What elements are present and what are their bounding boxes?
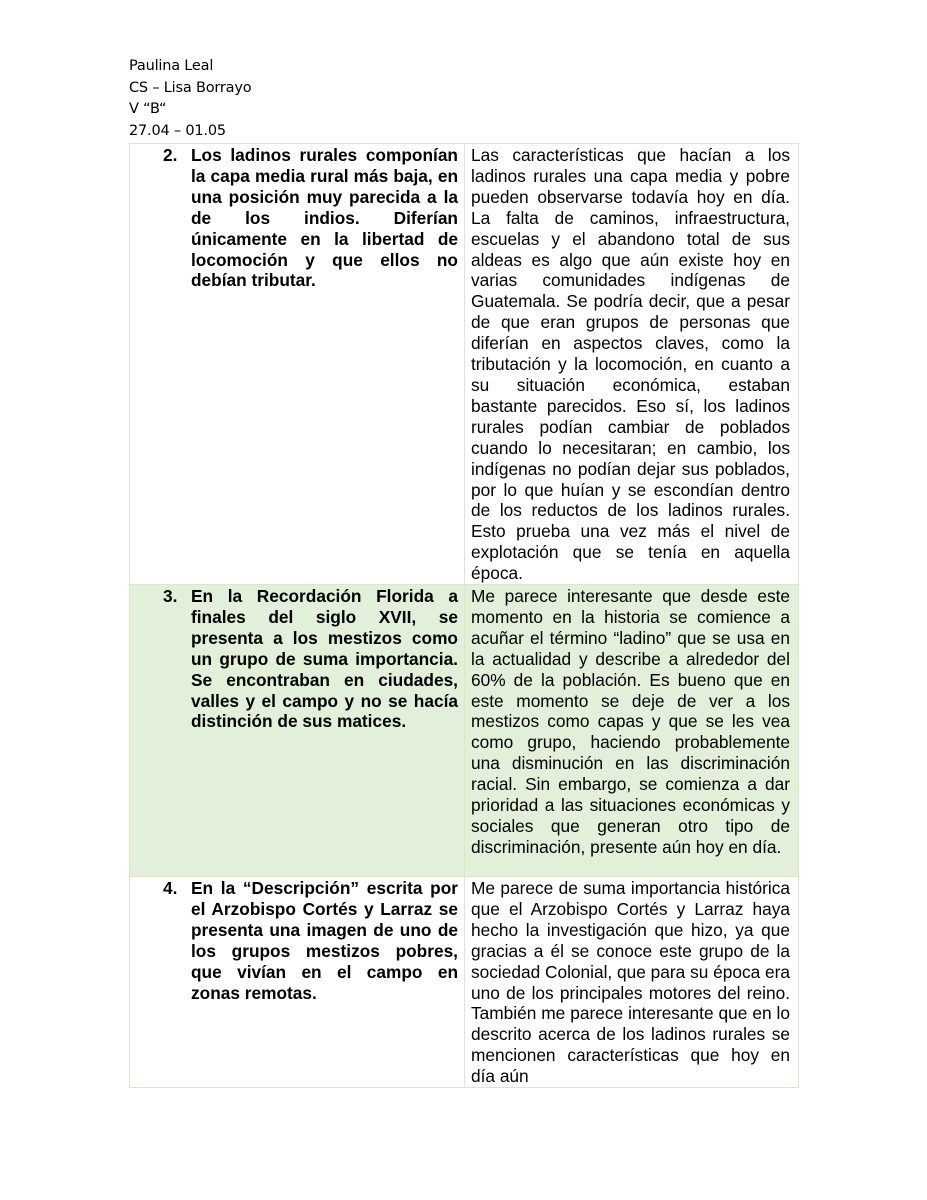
item-statement: En la “Descripción” escrita por el Arzobispo Cortés y Larraz se presenta una imagen de uno de los grupos mestizos pobres, que vivían en el campo en zonas remotas.	[191, 878, 458, 1003]
commentary-cell	[465, 144, 799, 585]
table-row	[130, 877, 799, 1088]
date-range: 27.04 – 01.05	[129, 122, 226, 139]
table-row	[130, 585, 799, 877]
item-statement: Los ladinos rurales componían la capa media rural más baja, en una posición muy parecida a la de los indios. Diferían únicamente en la libertad de locomoción y que ellos no debían tributar.	[191, 145, 458, 291]
student-name: Paulina Leal	[129, 58, 214, 74]
item-commentary: Me parece interesante que desde este momento en la historia se comience a acuñar el término “ladino” que se usa en la actualidad y describe a alrededor del 60% de la población. Es bueno que en este momento se deje de ver a los mestizos como capas y que se les vea como grupo, haciendo probablemente una disminución en las discriminación racial. Sin embargo, se comienza a dar prioridad a las situaciones económicas y sociales que generan otro tipo de discriminación, presente aún hoy en día.	[471, 586, 790, 857]
item-statement: En la Recordación Florida a finales del siglo XVII, se presenta a los mestizos como un grupo de suma importancia. Se encontraban en ciudades, valles y el campo y no se hacía distinción de sus matices.	[191, 586, 458, 732]
statement-cell	[130, 144, 465, 585]
course-teacher: CS – Lisa Borrayo	[129, 79, 252, 96]
item-number: 3.	[163, 586, 178, 607]
item-number: 4.	[163, 878, 178, 899]
item-commentary: Me parece de suma importancia histórica que el Arzobispo Cortés y Larraz haya hecho la investigación que hizo, ya que gracias a él se conoce este grupo de la sociedad Colonial, que para su época era uno de los principales motores del reino. También me parece interesante que en lo descrito acerca de los ladinos rurales se mencionen características que hoy en día aún	[471, 878, 790, 1087]
commentary-cell	[465, 877, 799, 1088]
analysis-table	[129, 143, 799, 1088]
item-number: 2.	[163, 145, 178, 165]
statement-cell	[130, 877, 465, 1088]
grade-section: V “B“	[129, 101, 167, 117]
document-header	[129, 56, 251, 142]
table-row	[130, 144, 799, 585]
item-commentary: Las características que hacían a los ladinos rurales una capa media y pobre pueden observarse todavía hoy en día. La falta de caminos, infraestructura, escuelas y el abandono total de sus aldeas es algo que aún existe hoy en varias comunidades indígenas de Guatemala. Se podría decir, que a pesar de que eran grupos de personas que diferían en aspectos claves, como la tributación y la locomoción, en cuanto a su situación económica, estaban bastante parecidos. Eso sí, los ladinos rurales podían cambiar de poblados cuando lo necesitaran; en cambio, los indígenas no podían dejar sus poblados, por lo que huían y se escondían dentro de los reductos de los ladinos rurales. Esto prueba una vez más el nivel de explotación que se tenía en aquella época.	[471, 145, 790, 584]
statement-cell	[130, 585, 465, 877]
commentary-cell	[465, 585, 799, 877]
